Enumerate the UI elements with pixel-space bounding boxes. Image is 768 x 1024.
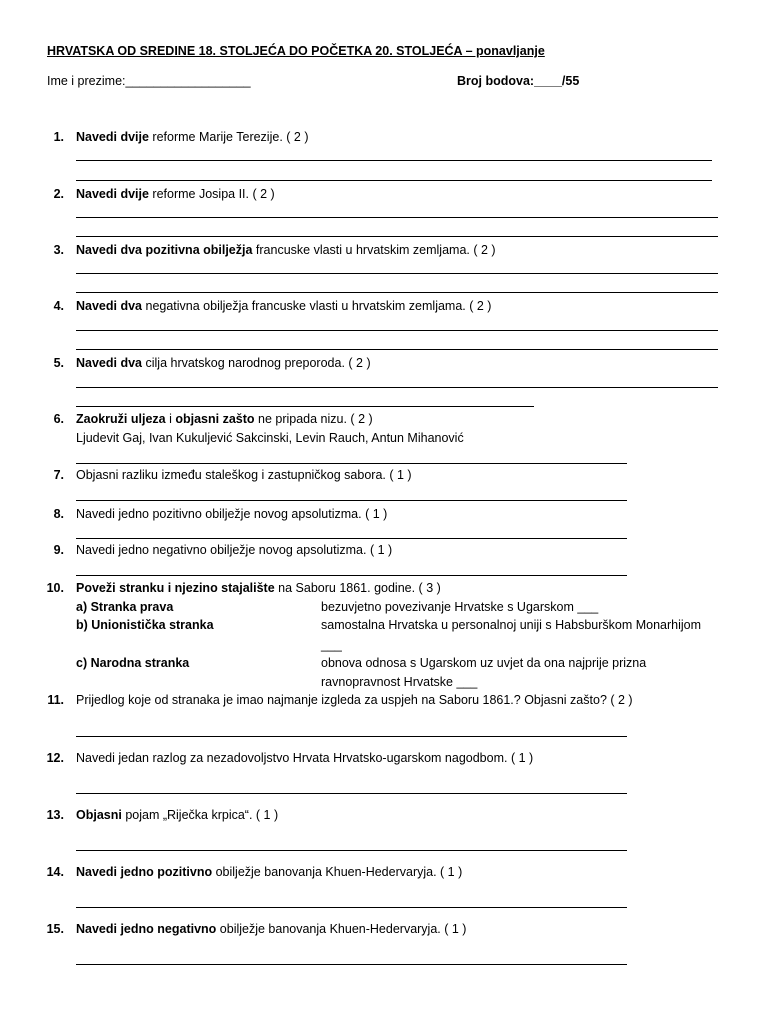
page-title: HRVATSKA OD SREDINE 18. STOLJEĆA DO POČETKA 20. STOLJEĆA – ponavljanje <box>47 44 545 58</box>
answer-line[interactable] <box>76 463 627 464</box>
party-b: b) Unionistička stranka <box>76 618 214 632</box>
stance-c-cont[interactable]: ravnopravnost Hrvatske ___ <box>321 675 478 689</box>
question-text: Navedi dvije reforme Marije Terezije. ( 2 ) <box>76 130 309 144</box>
name-label: Ime i prezime: <box>47 74 126 88</box>
name-list[interactable]: Ljudevit Gaj, Ivan Kukuljević Sakcinski, Levin Rauch, Antun Mihanović <box>76 431 464 445</box>
stance-b[interactable]: samostalna Hrvatska u personalnoj uniji s Habsburškom Monarhijom <box>321 618 702 632</box>
stance-b-blank[interactable]: ___ <box>321 638 342 652</box>
party-c: c) Narodna stranka <box>76 656 190 670</box>
question-text: Navedi dva pozitivna obilježja francuske vlasti u hrvatskim zemljama. ( 2 ) <box>76 243 496 257</box>
question-number: 9. <box>53 543 64 557</box>
question-number: 6. <box>53 412 64 426</box>
question-text: Navedi jedno pozitivno obilježje banovanja Khuen-Hedervaryja. ( 1 ) <box>76 865 463 879</box>
question-number: 12. <box>46 751 64 765</box>
answer-line[interactable] <box>76 387 718 388</box>
name-blank: __________________ <box>125 74 251 88</box>
answer-line[interactable] <box>76 964 627 965</box>
question-text: Poveži stranku i njezino stajalište na Saboru 1861. godine. ( 3 ) <box>76 581 441 595</box>
score-label: Broj bodova: <box>457 74 535 88</box>
question-text: Zaokruži uljeza i objasni zašto ne pripada nizu. ( 2 ) <box>76 412 373 426</box>
question-number: 7. <box>53 468 64 482</box>
question-text: Prijedlog koje od stranaka je imao najmanje izgleda za uspjeh na Saboru 1861.? Objasni zašto? ( 2 ) <box>76 693 633 707</box>
question-text: Objasni pojam „Riječka krpica“. ( 1 ) <box>76 808 279 822</box>
question-number: 13. <box>46 808 64 822</box>
question-text: Navedi jedan razlog za nezadovoljstvo Hrvata Hrvatsko-ugarskom nagodbom. ( 1 ) <box>76 751 534 765</box>
question-number: 1. <box>53 130 64 144</box>
question-text: Navedi dvije reforme Josipa II. ( 2 ) <box>76 187 275 201</box>
answer-line[interactable] <box>76 850 627 851</box>
stance-a[interactable]: bezuvjetno povezivanje Hrvatske s Ugarskom ___ <box>321 600 599 614</box>
question-number: 8. <box>53 507 64 521</box>
question-text: Navedi jedno negativno obilježje banovanja Khuen-Hedervaryja. ( 1 ) <box>76 922 467 936</box>
question-number: 11. <box>47 693 64 707</box>
answer-line[interactable] <box>76 160 712 161</box>
question-number: 2. <box>53 187 64 201</box>
answer-line[interactable] <box>76 236 718 237</box>
answer-line[interactable] <box>76 330 718 331</box>
answer-line[interactable] <box>76 217 718 218</box>
answer-line[interactable] <box>76 736 627 737</box>
question-text: Navedi dva cilja hrvatskog narodnog preporoda. ( 2 ) <box>76 356 371 370</box>
answer-line[interactable] <box>76 349 718 350</box>
question-text: Navedi dva negativna obilježja francuske vlasti u hrvatskim zemljama. ( 2 ) <box>76 299 492 313</box>
stance-c[interactable]: obnova odnosa s Ugarskom uz uvjet da ona najprije prizna <box>321 656 647 670</box>
answer-line[interactable] <box>76 575 627 576</box>
question-text: Navedi jedno negativno obilježje novog apsolutizma. ( 1 ) <box>76 543 393 557</box>
party-a: a) Stranka prava <box>76 600 174 614</box>
question-number: 14. <box>46 865 64 879</box>
question-number: 15. <box>46 922 64 936</box>
name-field[interactable] <box>47 74 251 89</box>
question-text: Objasni razliku između staleškog i zastupničkog sabora. ( 1 ) <box>76 468 412 482</box>
score-blank: ____ <box>534 74 562 88</box>
answer-line[interactable] <box>76 538 627 539</box>
score-field[interactable] <box>457 74 579 89</box>
answer-line[interactable] <box>76 292 718 293</box>
question-number: 10. <box>46 581 64 595</box>
answer-line[interactable] <box>76 500 627 501</box>
question-number: 4. <box>53 299 64 313</box>
answer-line[interactable] <box>76 793 627 794</box>
answer-line[interactable] <box>76 273 718 274</box>
question-text: Navedi jedno pozitivno obilježje novog apsolutizma. ( 1 ) <box>76 507 388 521</box>
question-number: 3. <box>53 243 64 257</box>
answer-line[interactable] <box>76 180 712 181</box>
score-total: /55 <box>561 74 580 88</box>
answer-line[interactable] <box>76 406 534 407</box>
question-number: 5. <box>53 356 64 370</box>
answer-line[interactable] <box>76 907 627 908</box>
